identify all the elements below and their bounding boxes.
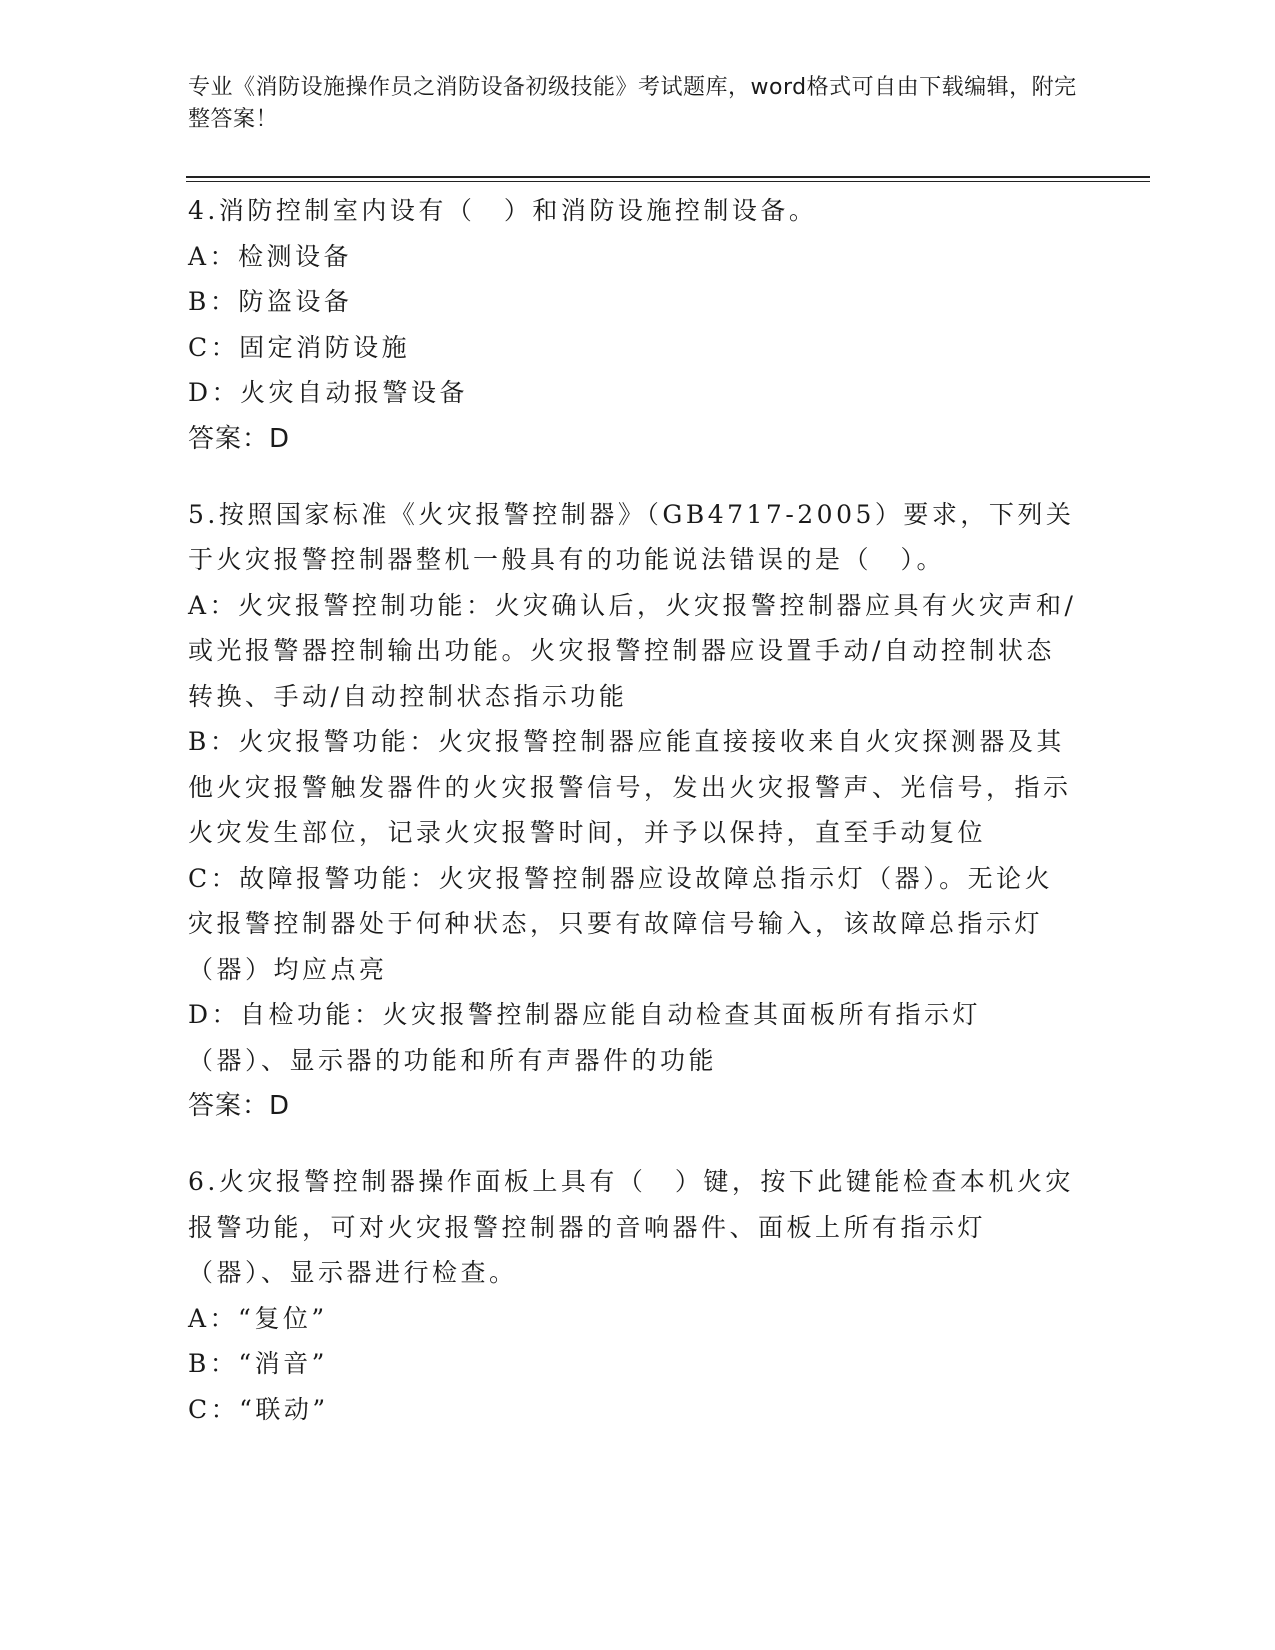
option-b: B：火灾报警功能：火灾报警控制器应能直接接收来自火灾探测器及其他火灾报警触发器件的火灾报警信号，发出火灾报警声、光信号，指示火灾发生部位，记录火灾报警时间，并予以保持，直至手动复位 [188,727,1072,847]
header-divider-thin [186,181,1150,182]
option-c: C：“联动” [188,1394,329,1424]
option-b: B：防盗设备 [188,287,353,316]
option-b: B：“消音” [188,1349,328,1378]
question-stem: 5.按照国家标准《火灾报警控制器》（GB4717-2005）要求，下列关于火灾报警控制器整机一般具有的功能说法错误的是（ ）。 [188,499,1075,574]
option-a: A：检测设备 [188,241,353,271]
question-6 [188,1159,1078,1432]
question-4 [188,188,1078,462]
option-a: A：“复位” [188,1303,328,1333]
header-divider-thick [186,176,1150,178]
question-5 [188,492,1078,1130]
option-c: C：故障报警功能：火灾报警控制器应设故障总指示灯（器）。无论火灾报警控制器处于何种状态，只要有故障信号输入，该故障总指示灯（器）均应点亮 [188,863,1054,984]
answer-label: 答案：D [188,1091,291,1121]
answer-label: 答案：D [188,423,291,454]
header-note: 专业《消防设施操作员之消防设备初级技能》考试题库，word格式可自由下载编辑，附完整答案！ [188,75,1077,132]
option-d: D：自检功能：火灾报警控制器应能自动检查其面板所有指示灯（器）、显示器的功能和所有声器件的功能 [188,1000,982,1075]
option-d: D：火灾自动报警设备 [188,378,469,407]
question-list [188,188,1078,1462]
question-stem: 6.火灾报警控制器操作面板上具有（ ）键，按下此键能检查本机火灾报警功能，可对火灾报警控制器的音响器件、面板上所有指示灯（器）、显示器进行检查。 [188,1167,1074,1287]
option-c: C：固定消防设施 [188,332,411,362]
question-stem: 4.消防控制室内设有（ ）和消防设施控制设备。 [188,196,818,225]
option-a: A：火灾报警控制功能：火灾确认后，火灾报警控制器应具有火灾声和/或光报警器控制输出功能。火灾报警控制器应设置手动/自动控制状态转换、手动/自动控制状态指示功能 [188,590,1077,711]
